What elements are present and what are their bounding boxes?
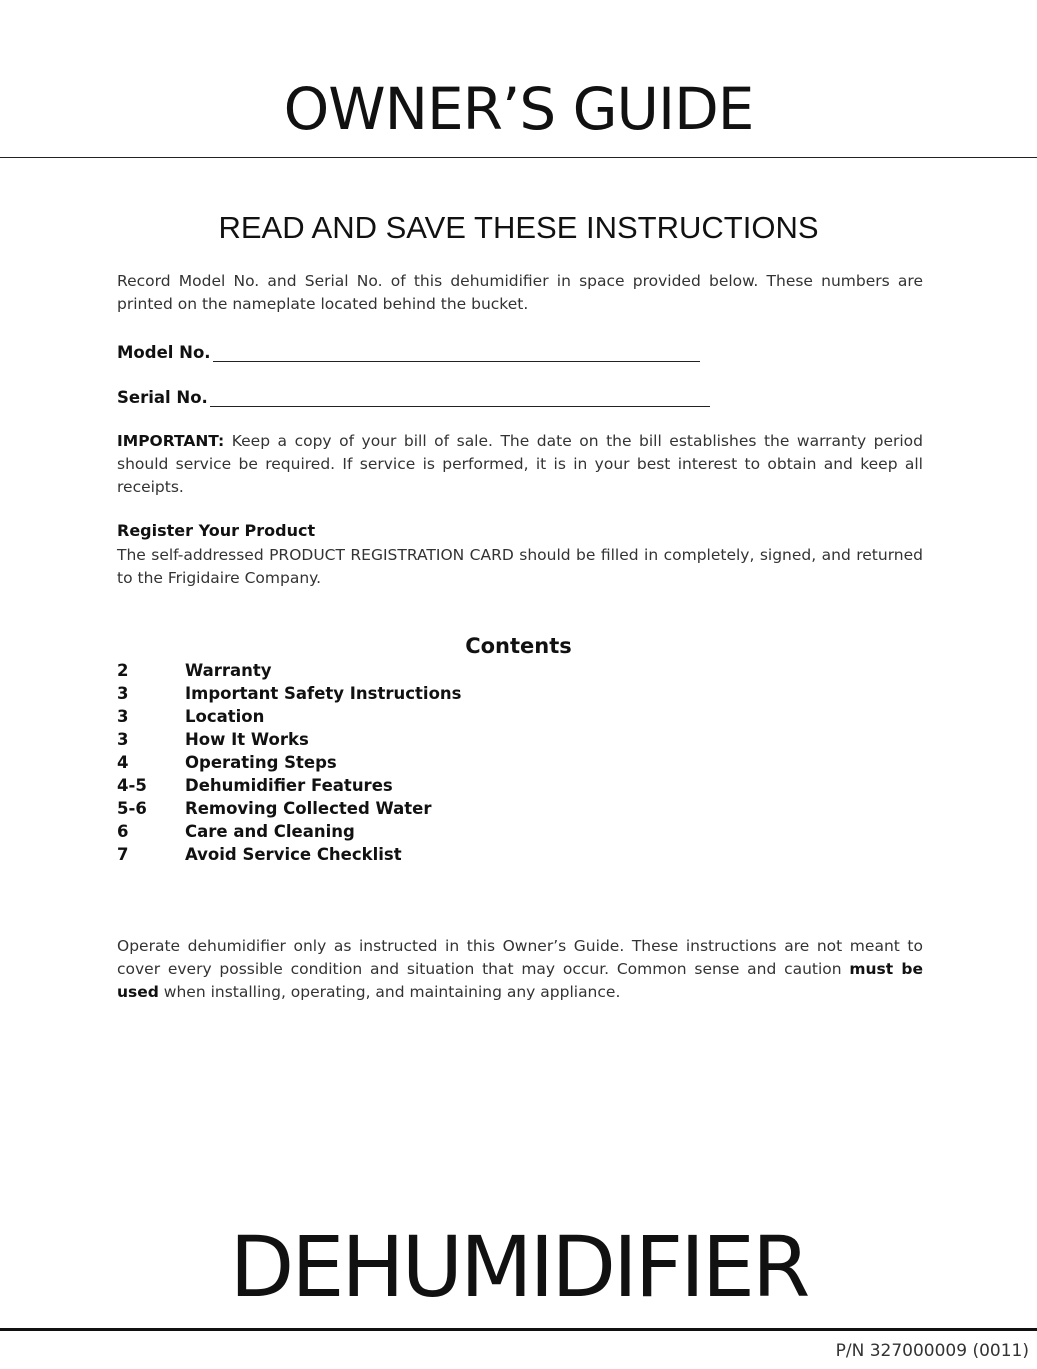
contents-heading: Contents <box>465 634 572 658</box>
toc-page-number: 6 <box>117 822 129 841</box>
toc-item <box>117 682 462 705</box>
record-instructions: Record Model No. and Serial No. of this dehumidifier in space provided below. These numbers are printed on the nameplate located behind the bucket. <box>117 272 923 313</box>
toc-item <box>117 751 462 774</box>
toc-title: How It Works <box>185 730 309 749</box>
register-heading: Register Your Product <box>117 521 316 540</box>
toc-title: Operating Steps <box>185 753 337 772</box>
toc-item <box>117 820 462 843</box>
toc-page-number: 3 <box>117 707 129 726</box>
toc-title: Dehumidifier Features <box>185 776 393 795</box>
toc-page-number: 2 <box>117 661 129 680</box>
toc-page-number: 3 <box>117 730 129 749</box>
toc-title: Care and Cleaning <box>185 822 355 841</box>
part-number: P/N 327000009 (0011) <box>835 1341 1029 1361</box>
product-title: DEHUMIDIFIER <box>229 1218 808 1316</box>
register-text: The self-addressed PRODUCT REGISTRATION CARD should be filled in completely, signed, and returned to the Frigidaire Company. <box>117 546 923 587</box>
page-title: OWNER’S GUIDE <box>283 75 754 143</box>
toc-title: Removing Collected Water <box>185 799 432 818</box>
page-subtitle: READ AND SAVE THESE INSTRUCTIONS <box>218 210 819 245</box>
toc-page-number: 4-5 <box>117 776 147 795</box>
model-number-field <box>117 338 700 362</box>
important-label: IMPORTANT: <box>117 432 225 450</box>
toc-title: Avoid Service Checklist <box>185 845 402 864</box>
model-number-blank <box>213 343 700 362</box>
toc-item <box>117 843 462 866</box>
bottom-divider <box>0 1328 1037 1331</box>
toc-page-number: 3 <box>117 684 129 703</box>
toc-item <box>117 728 462 751</box>
operating-disclaimer-text-end: when installing, operating, and maintaining any appliance. <box>158 983 621 1001</box>
serial-number-label: Serial No. <box>117 388 208 407</box>
toc-title: Warranty <box>185 661 272 680</box>
top-divider <box>0 157 1037 158</box>
important-notice <box>117 430 923 499</box>
toc-item <box>117 705 462 728</box>
toc-item <box>117 659 462 682</box>
model-number-label: Model No. <box>117 343 211 362</box>
toc-item <box>117 774 462 797</box>
operating-disclaimer-emphasis: must be used <box>117 960 924 1001</box>
toc-page-number: 5-6 <box>117 799 147 818</box>
serial-number-field <box>117 383 710 407</box>
toc-page-number: 4 <box>117 753 129 772</box>
toc-page-number: 7 <box>117 845 129 864</box>
table-of-contents <box>117 659 462 866</box>
toc-title: Important Safety Instructions <box>185 684 462 703</box>
important-text: Keep a copy of your bill of sale. The date on the bill establishes the warranty period should service be required. If service is performed, it is in your best interest to obtain and keep all receipts. <box>117 432 923 496</box>
operating-disclaimer <box>117 935 923 1004</box>
operating-disclaimer-text: Operate dehumidifier only as instructed in this Owner’s Guide. These instructions are not meant to cover every possible condition and situation that may occur. Common sense and caution <box>117 937 923 978</box>
toc-item <box>117 797 462 820</box>
serial-number-blank <box>210 388 710 407</box>
toc-title: Location <box>185 707 265 726</box>
